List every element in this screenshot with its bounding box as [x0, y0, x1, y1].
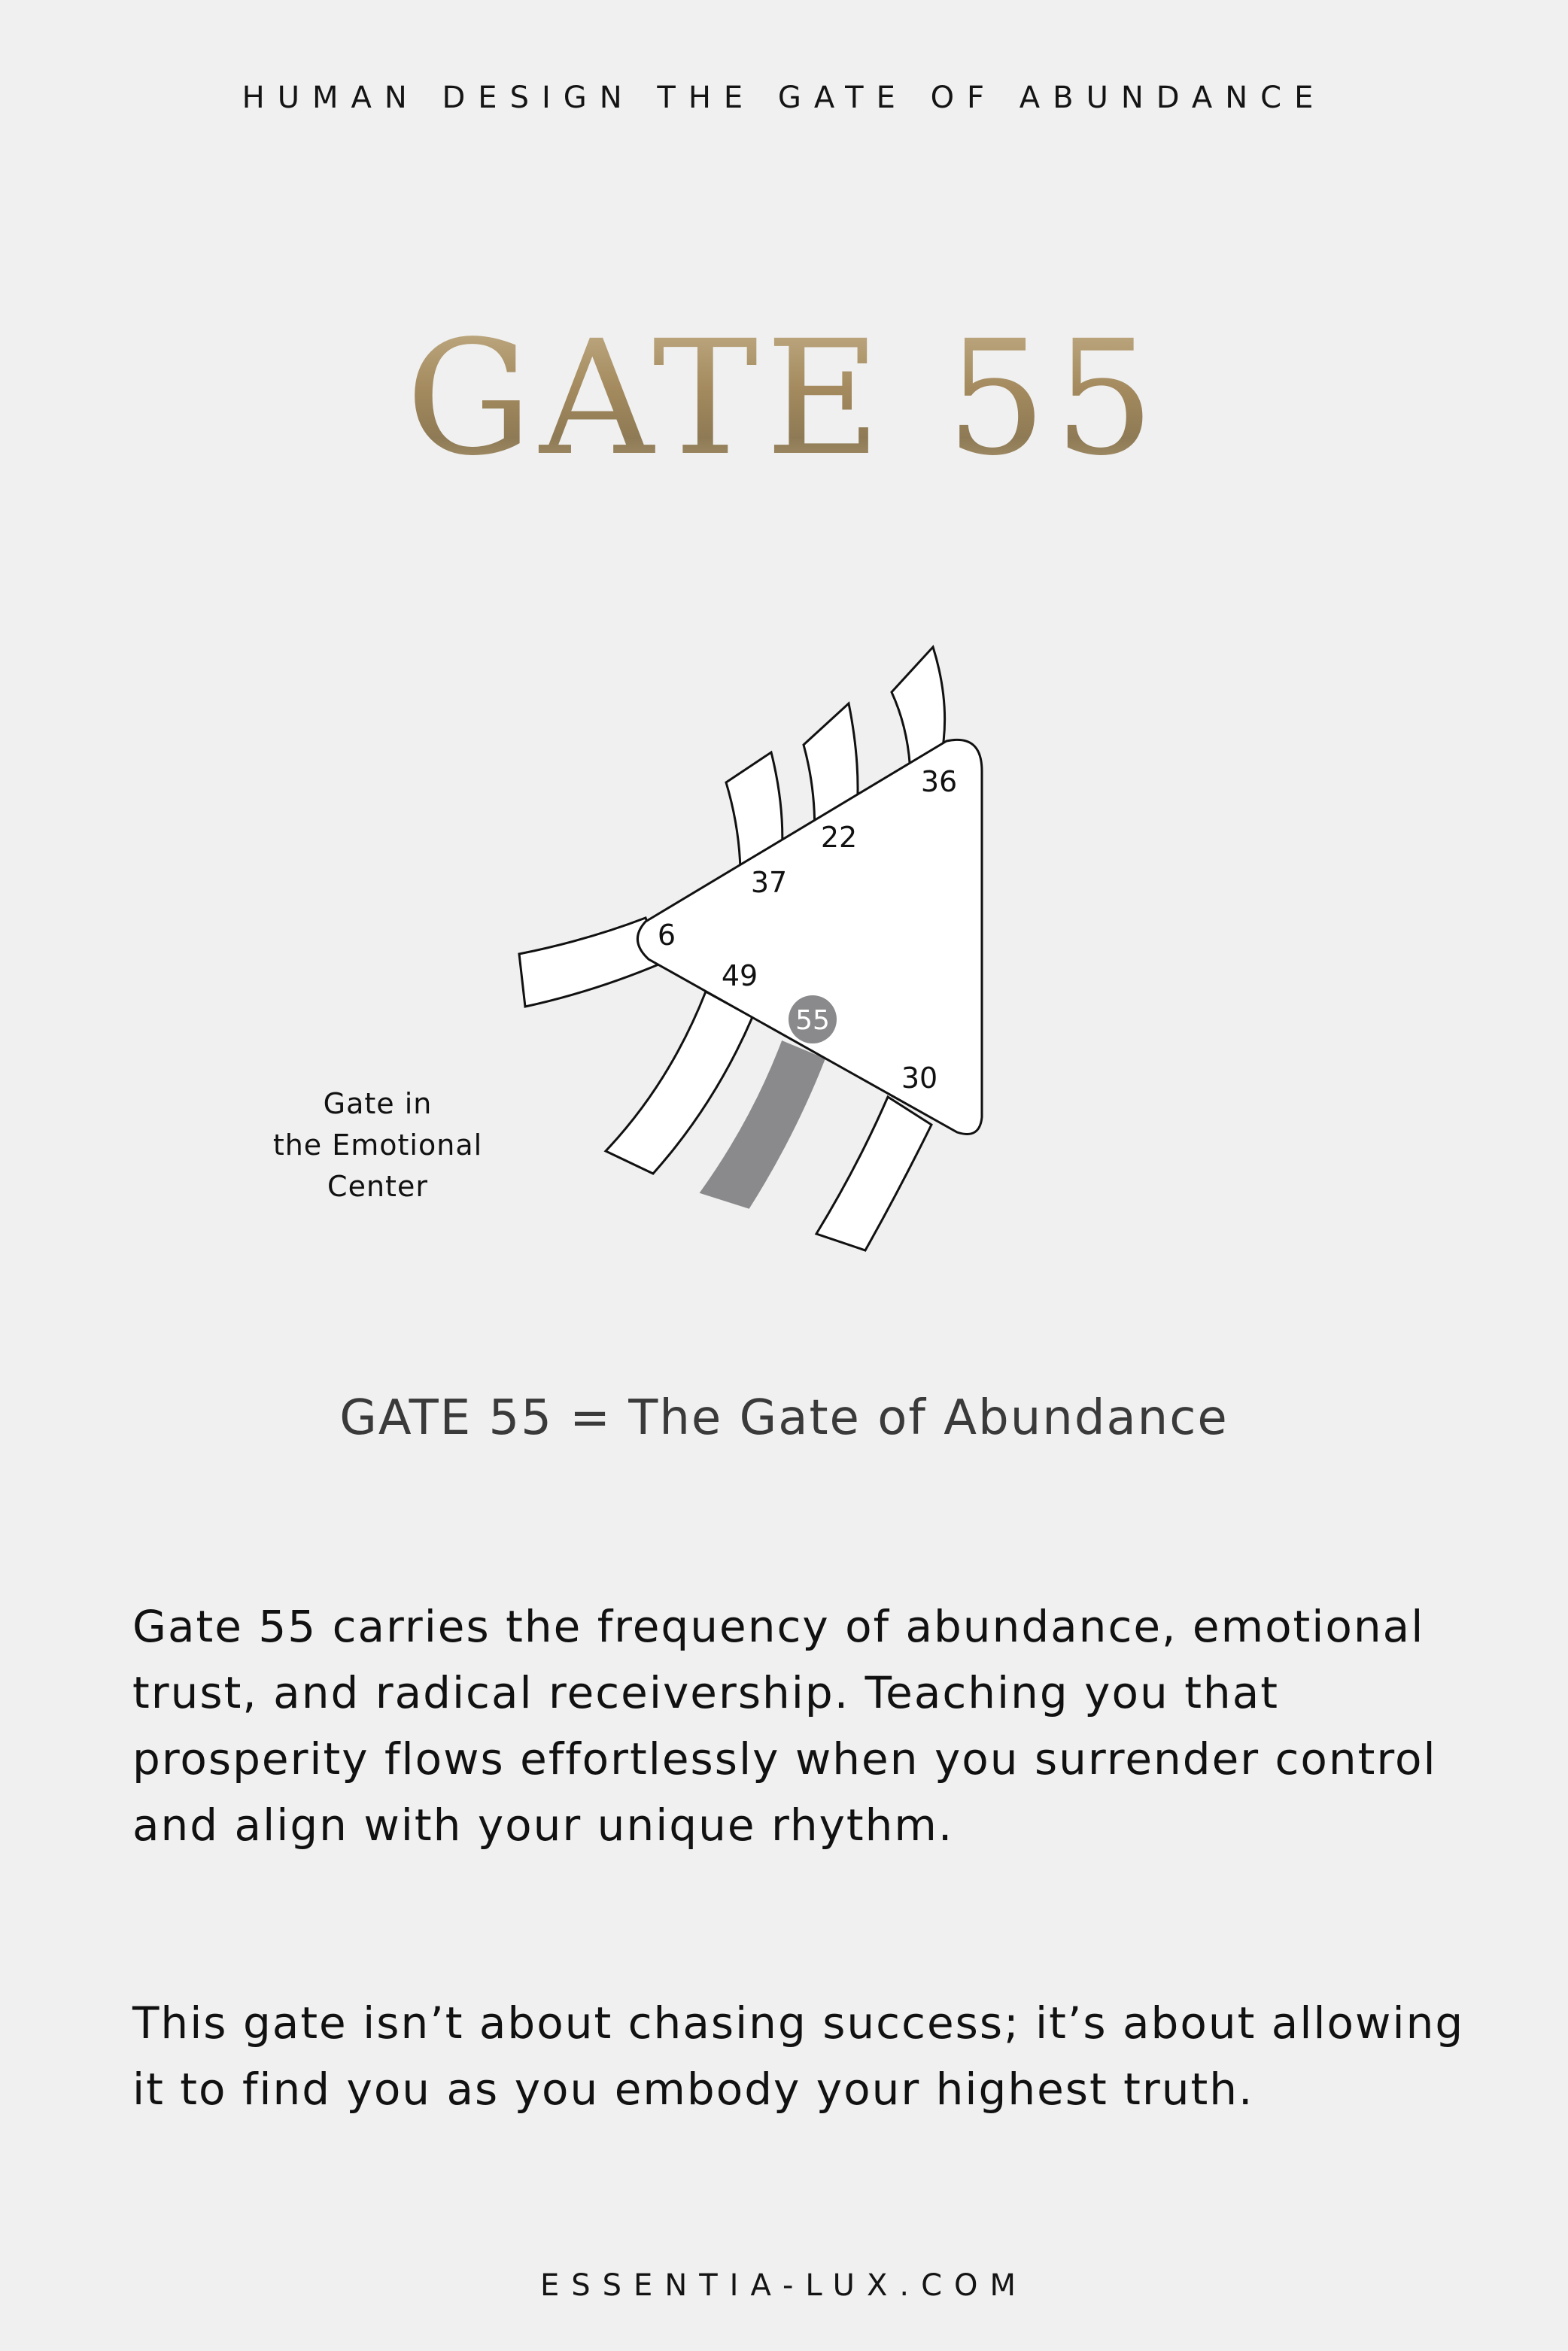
gate-title: GATE 55: [0, 301, 1568, 497]
gate-subtitle: GATE 55 = The Gate of Abundance: [339, 1390, 1229, 1446]
gate-label-37: 37: [750, 866, 788, 899]
top-heading: HUMAN DESIGN THE GATE OF ABUNDANCE: [242, 80, 1326, 115]
caption-line: Center: [327, 1170, 428, 1203]
gate-label-55: 55: [795, 1005, 830, 1036]
body-paragraph-2: This gate isn’t about chasing success; it’s about allowing it to find you as you embody your highest truth.: [132, 1997, 1465, 2115]
footer-website[interactable]: ESSENTIA-LUX.COM: [539, 2268, 1028, 2303]
gate-label-49: 49: [721, 959, 758, 992]
channel-30-arm: [816, 1097, 931, 1250]
caption-line: the Emotional: [272, 1128, 483, 1162]
gate-label-22: 22: [820, 821, 858, 854]
gate-label-6: 6: [657, 919, 676, 952]
body-paragraph-1: Gate 55 carries the frequency of abundance, emotional trust, and radical receivership. Teaching you that prosperity flows effortlessly when you surrender control and align with your unique rhythm.: [132, 1601, 1437, 1851]
gate-label-36: 36: [920, 765, 958, 798]
diagram-caption: [226, 1083, 530, 1207]
gate-label-30: 30: [901, 1062, 938, 1095]
caption-line: Gate in: [323, 1087, 433, 1120]
